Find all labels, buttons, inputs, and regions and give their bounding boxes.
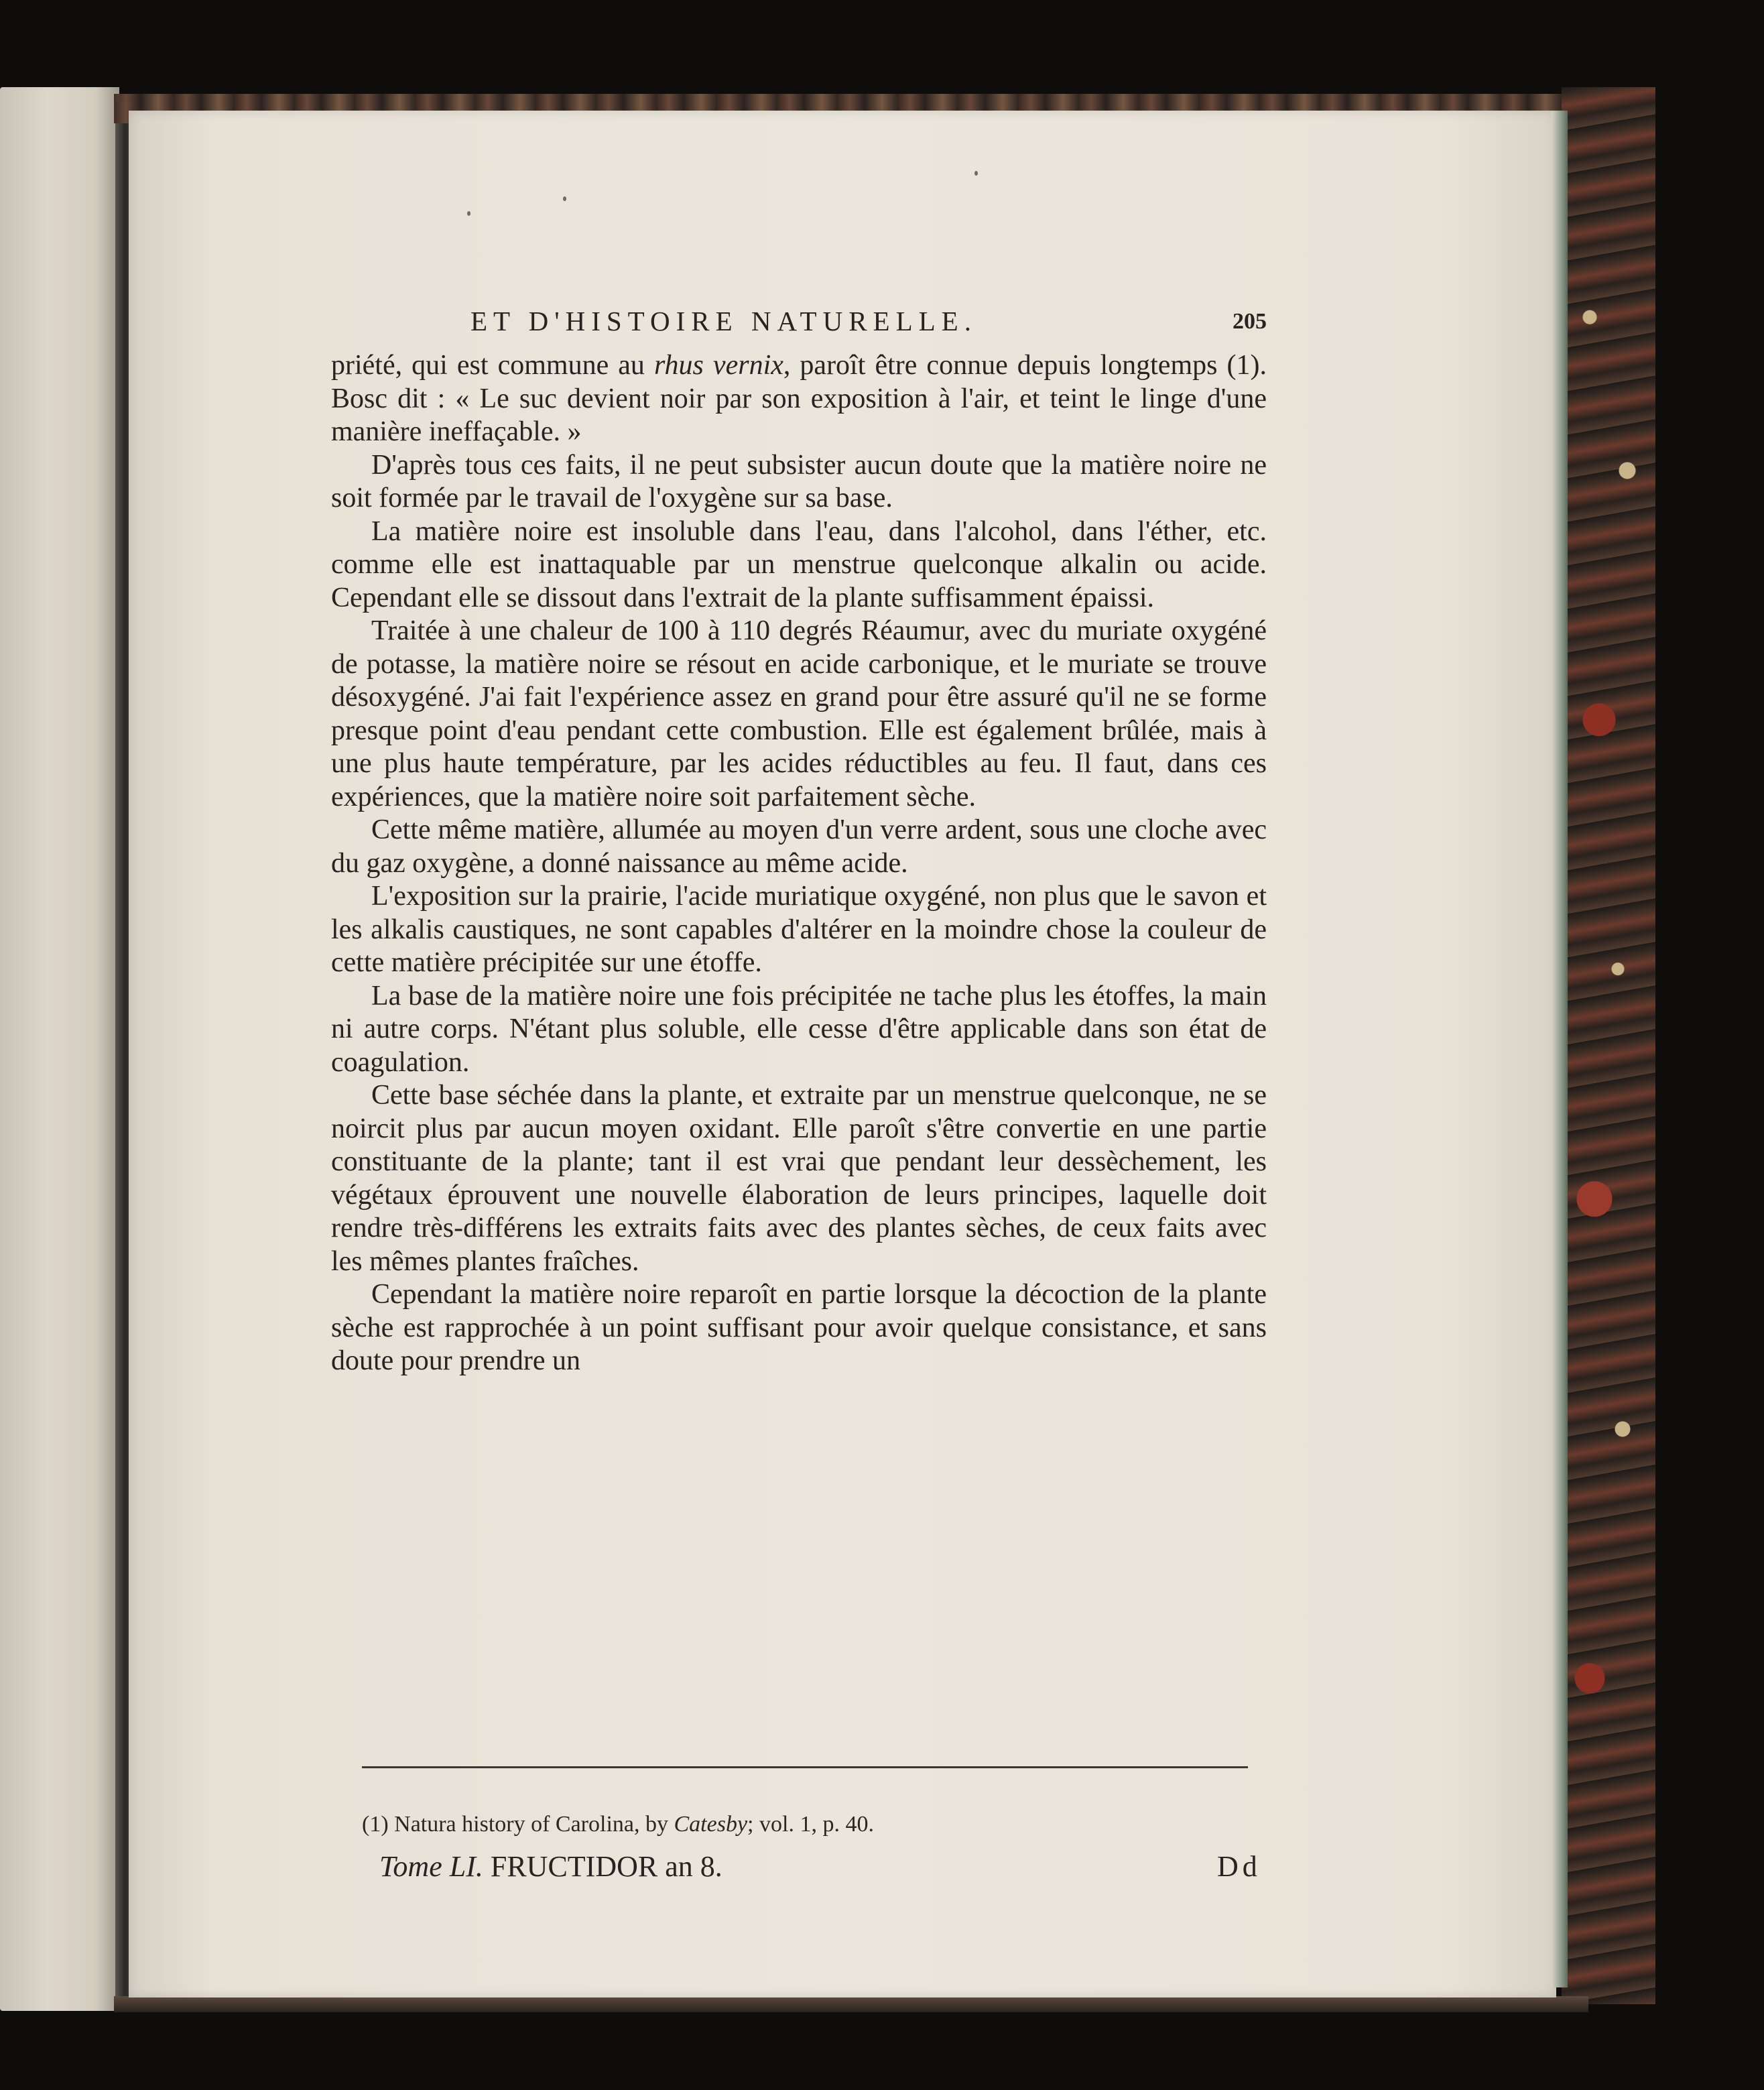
paragraph: Cette même matière, allumée au moyen d'un verre ardent, sous une cloche avec du gaz oxygène, a donné naissance au même acide. (331, 814, 1267, 879)
paragraph-text: , paroît être connue depuis longtemps (1). Bosc dit : « Le suc devient noir par son exposition à l'air, et teint le linge d'une manière ineffaçable. » (331, 350, 1267, 447)
paragraph: La matière noire est insoluble dans l'eau, dans l'alcohol, dans l'éther, etc. comme elle est inattaquable par un menstrue quelconque alkalin ou acide. Cependant elle se dissout dans l'extrait de la plante suffisamment épaissi. (331, 515, 1267, 613)
paper-fleck (563, 196, 566, 201)
paper-fleck (974, 171, 978, 176)
footnote-text: (1) Natura history of Carolina, by (362, 1812, 674, 1837)
paragraph (331, 349, 1267, 449)
tome-label: Tome LI. (379, 1850, 483, 1883)
text-block (331, 305, 1267, 1378)
running-head (331, 305, 1267, 348)
paragraph: Traitée à une chaleur de 100 à 110 degrés Réaumur, avec du muriate oxygéné de potasse, la matière noire se résout en acide carbonique, et le muriate se trouve désoxygéné. J'ai fait l'expérience assez en grand pour être assuré qu'il ne se forme presque point d'eau pendant cette combustion. Elle est également brûlée, mais à une plus haute température, par les acides réductibles au feu. Il faut, dans ces expériences, que la matière noire soit parfaitement sèche. (331, 615, 1267, 812)
page-number: 205 (1233, 309, 1267, 334)
paragraph: D'après tous ces faits, il ne peut subsister aucun doute que la matière noire ne soit formée par le travail de l'oxygène sur sa base. (331, 449, 1267, 513)
paragraph: Cette base séchée dans la plante, et extraite par un menstrue quelconque, ne se noircit plus par aucun moyen oxidant. Elle paroît s'être convertie en une partie constituante de la plante; tant il est vrai que pendant leur dessèchement, les végétaux éprouvent une nouvelle élaboration de leurs principes, laquelle doit rendre très-différens les extraits faits avec des plantes sèches, de ceux faits avec les mêmes plantes fraîches. (331, 1080, 1267, 1277)
footnote-author: Catesby (674, 1812, 748, 1837)
paper-fleck (467, 211, 470, 216)
page-edge (1552, 111, 1568, 1987)
signature-mark: Dd (1217, 1850, 1261, 1883)
paragraph-text: priété, qui est commune au (331, 350, 654, 381)
marbled-cover (1562, 87, 1655, 2004)
footnote (362, 1812, 874, 1837)
cover-bottom-edge (114, 1996, 1588, 2012)
book-page (129, 111, 1556, 1997)
body-text (331, 349, 1267, 1378)
running-title: ET D'HISTOIRE NATURELLE. (470, 306, 977, 336)
paragraph: L'exposition sur la prairie, l'acide muriatique oxygéné, non plus que le savon et les alkalis caustiques, ne sont capables d'altérer en la moindre chose la couleur de cette matière précipitée sur une étoffe. (331, 881, 1267, 978)
footnote-rule (362, 1766, 1248, 1768)
paragraph: La base de la matière noire une fois précipitée ne tache plus les étoffes, la main ni autre corps. N'étant plus soluble, elle cesse d'être applicable dans son état de coagulation. (331, 980, 1267, 1078)
paragraph: Cependant la matière noire reparoît en partie lorsque la décoction de la plante sèche est rapprochée à un point suffisant pour avoir quelque consistance, et sans doute pour prendre un (331, 1279, 1267, 1376)
signature-line (379, 1849, 1291, 1884)
issue-month: FRUCTIDOR an 8. (490, 1850, 722, 1883)
left-page-edge (0, 87, 119, 2011)
species-name: rhus vernix (653, 350, 783, 381)
footnote-text: ; vol. 1, p. 40. (747, 1812, 874, 1837)
